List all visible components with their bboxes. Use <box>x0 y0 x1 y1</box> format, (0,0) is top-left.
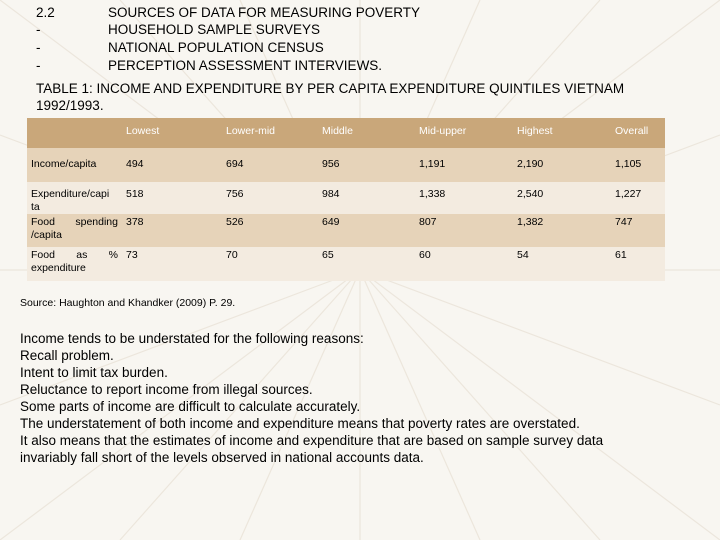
column-header: Lower-mid <box>226 125 276 137</box>
table-row <box>27 148 665 182</box>
paragraph-line: Reluctance to report income from illegal sources. <box>20 382 313 397</box>
table-cell: 756 <box>226 188 244 200</box>
column-header: Mid-upper <box>419 125 467 137</box>
table-cell: 1,191 <box>419 158 446 170</box>
paragraph-line: invariably fall short of the levels observed in national accounts data. <box>20 450 424 465</box>
table-cell: 1,338 <box>419 188 446 200</box>
income-expenditure-table <box>27 118 665 281</box>
table-cell: 807 <box>419 216 437 228</box>
bullet-text: HOUSEHOLD SAMPLE SURVEYS <box>108 22 321 37</box>
table-cell: 2,190 <box>517 158 544 170</box>
paragraph-line: Income tends to be understated for the following reasons: <box>20 331 364 346</box>
bullet-text: PERCEPTION ASSESSMENT INTERVIEWS. <box>108 58 383 73</box>
body-paragraph <box>20 330 603 466</box>
table-cell: 73 <box>126 249 138 261</box>
table-cell: 649 <box>322 216 340 228</box>
column-header: Overall <box>615 125 649 137</box>
table-cell: 1,227 <box>615 188 642 200</box>
column-header: Lowest <box>126 125 160 137</box>
table-cell: 494 <box>126 158 144 170</box>
row-label: Food spending /capita <box>31 216 118 241</box>
table-cell: 60 <box>419 249 431 261</box>
section-title: SOURCES OF DATA FOR MEASURING POVERTY <box>108 5 421 20</box>
paragraph-line: Intent to limit tax burden. <box>20 365 168 380</box>
column-header <box>27 118 122 148</box>
table-cell: 747 <box>615 216 633 228</box>
column-header: Middle <box>322 125 353 137</box>
table-header-row <box>27 118 665 148</box>
table-cell: 526 <box>226 216 244 228</box>
table-source-note: Source: Haughton and Khandker (2009) P. 29. <box>20 297 236 309</box>
table-caption-line1: TABLE 1: INCOME AND EXPENDITURE BY PER CAPITA EXPENDITURE QUINTILES VIETNAM <box>36 81 625 96</box>
column-header: Highest <box>517 125 553 137</box>
row-label: Expenditure/capi ta <box>31 188 110 213</box>
paragraph-line: It also means that the estimates of income and expenditure that are based on sample survey data <box>20 433 604 448</box>
table-row <box>27 214 665 247</box>
section-number: 2.2 <box>36 5 55 20</box>
table-cell: 518 <box>126 188 144 200</box>
table-cell: 956 <box>322 158 340 170</box>
bullet-text: NATIONAL POPULATION CENSUS <box>108 40 324 55</box>
bullet-marker: - <box>36 58 41 73</box>
table-caption-line2: 1992/1993. <box>36 98 104 113</box>
bullet-marker: - <box>36 40 41 55</box>
table-cell: 65 <box>322 249 334 261</box>
table-cell: 1,382 <box>517 216 544 228</box>
paragraph-line: Recall problem. <box>20 348 114 363</box>
table-row <box>27 247 665 281</box>
table-cell: 694 <box>226 158 244 170</box>
table-cell: 70 <box>226 249 238 261</box>
table-cell: 378 <box>126 216 144 228</box>
row-label: Income/capita <box>31 158 97 170</box>
bullet-marker: - <box>36 22 41 37</box>
table-cell: 2,540 <box>517 188 544 200</box>
table-row <box>27 182 665 214</box>
table-cell: 61 <box>615 249 627 261</box>
table-cell: 984 <box>322 188 340 200</box>
table-cell: 54 <box>517 249 529 261</box>
paragraph-line: The understatement of both income and expenditure means that poverty rates are overstated. <box>20 416 580 431</box>
table-cell: 1,105 <box>615 158 642 170</box>
row-label: Food as % expenditure <box>31 249 118 274</box>
paragraph-line: Some parts of income are difficult to calculate accurately. <box>20 399 361 414</box>
